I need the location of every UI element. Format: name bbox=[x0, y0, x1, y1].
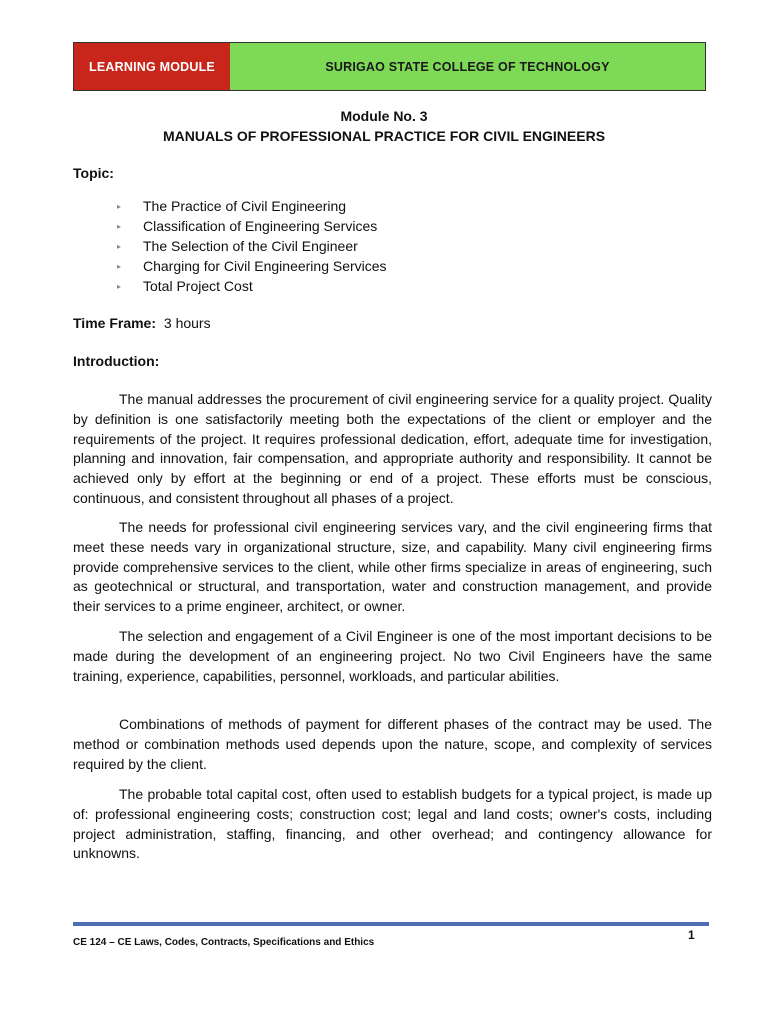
topic-label: Topic: bbox=[73, 165, 114, 181]
list-item: ▸ Total Project Cost bbox=[117, 276, 387, 296]
footer-rule bbox=[73, 922, 709, 926]
school-name-label: SURIGAO STATE COLLEGE OF TECHNOLOGY bbox=[230, 43, 705, 90]
intro-paragraph-5: The probable total capital cost, often used to establish budgets for a typical project, is made up of: professional engineering costs; construction cost; legal and land costs; owner's costs, including project administration, staffing, financing, and other overhead; and contingency allowance for unknowns. bbox=[73, 786, 712, 862]
list-item: ▸ The Selection of the Civil Engineer bbox=[117, 236, 387, 256]
list-item: ▸ Charging for Civil Engineering Services bbox=[117, 256, 387, 276]
bullet-icon: ▸ bbox=[117, 242, 122, 251]
bullet-icon: ▸ bbox=[117, 282, 122, 291]
topic-list bbox=[117, 196, 387, 296]
bullet-icon: ▸ bbox=[117, 222, 122, 231]
learning-module-label: LEARNING MODULE bbox=[74, 43, 230, 90]
page-number: 1 bbox=[688, 928, 695, 942]
intro-paragraph-2: The needs for professional civil engineering services vary, and the civil engineering firms that meet these needs vary in organizational structure, size, and capability. Many civil engineering firms provide comprehensive services to the client, while other firms specialize in areas of engineering, such as geotechnical or structural, and transportation, water and construction management, and provide their services to a prime engineer, architect, or owner. bbox=[73, 519, 712, 615]
time-frame-value: 3 hours bbox=[163, 315, 211, 331]
module-number: Module No. 3 bbox=[340, 108, 428, 124]
bullet-icon: ▸ bbox=[117, 202, 122, 211]
time-frame-label: Time Frame: bbox=[73, 315, 156, 331]
intro-paragraph-4: Combinations of methods of payment for different phases of the contract may be used. The method or combination methods used depends upon the nature, scope, and complexity of services required by the client. bbox=[73, 716, 712, 772]
list-item: ▸ Classification of Engineering Services bbox=[117, 216, 387, 236]
module-header bbox=[73, 42, 706, 91]
course-footer: CE 124 – CE Laws, Codes, Contracts, Specifications and Ethics bbox=[73, 937, 375, 948]
intro-paragraph-1: The manual addresses the procurement of civil engineering service for a quality project. Quality by definition is one satisfactorily meeting both the expectations of the client or employer and the requirements of the project. It requires professional dedication, effort, adequate time for investigation, planning and innovation, fair compensation, and appropriate authority and responsibility. It cannot be achieved only by effort at the beginning or end of a project. These efforts must be conscious, continuous, and consistent throughout all phases of a project. bbox=[73, 391, 712, 506]
bullet-icon: ▸ bbox=[117, 262, 122, 271]
introduction-label: Introduction: bbox=[73, 353, 160, 369]
time-frame-row bbox=[73, 315, 211, 331]
module-title: MANUALS OF PROFESSIONAL PRACTICE FOR CIVIL ENGINEERS bbox=[162, 128, 606, 144]
list-item: ▸ The Practice of Civil Engineering bbox=[117, 196, 387, 216]
intro-paragraph-3: The selection and engagement of a Civil Engineer is one of the most important decisions to be made during the development of an engineering project. No two Civil Engineers have the same training, experience, capabilities, personnel, workloads, and particular abilities. bbox=[73, 628, 712, 684]
